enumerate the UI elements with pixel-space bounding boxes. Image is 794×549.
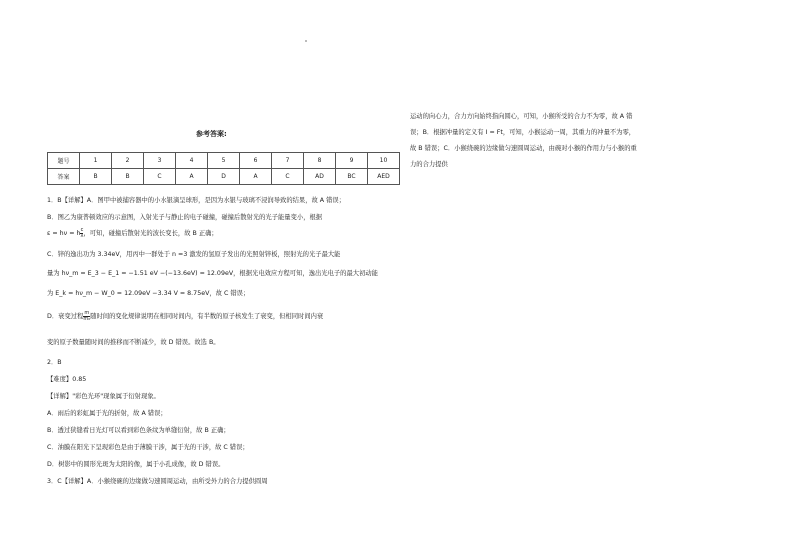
table-cell: A xyxy=(240,169,272,185)
table-cell: 10 xyxy=(368,153,400,169)
formula-text: ，可知，碰撞后散射光的波长变长，故 B 正确； xyxy=(83,230,218,237)
q1-formula-line xyxy=(47,310,323,324)
q2-line: C．油膜在阳光下呈现彩色是由于薄膜干涉，属于光的干涉，故 C 错误； xyxy=(47,444,249,451)
table-header-cell: 答案 xyxy=(48,169,80,185)
page-mark xyxy=(305,40,307,42)
table-cell: AD xyxy=(304,169,336,185)
table-cell: D xyxy=(208,169,240,185)
formula-text: D．衰变过程 xyxy=(47,313,84,320)
q2-line: D．树影中的圆形光斑为太阳的像，属于小孔成像，故 D 错误。 xyxy=(47,461,225,468)
q2-line: 【详解】"彩色光环"现象属于衍射现象。 xyxy=(47,393,160,400)
fraction-numerator: c xyxy=(80,226,84,233)
table-cell: 9 xyxy=(336,153,368,169)
table-cell: B xyxy=(112,169,144,185)
table-cell: 6 xyxy=(240,153,272,169)
q3-line: 3．C【详解】A．小猴绕碗的边缘做匀速圆周运动，由所受外力的合力提供圆周 xyxy=(47,478,268,485)
table-cell: 4 xyxy=(176,153,208,169)
formula-text: ε = hν = h xyxy=(47,230,81,237)
right-col-line: 故 B 错误；C．小猴绕碗的边缘做匀速圆周运动，由碗对小猴的作用力与小猴的重 xyxy=(410,145,637,152)
q1-line: 量为 hν_m = E_3 − E_1 = −1.51 eV −(−13.6eV) = 12.09eV，根据光电效应方程可知，逸出光电子的最大初动能 xyxy=(47,270,378,277)
table-cell: 3 xyxy=(144,153,176,169)
table-cell: 2 xyxy=(112,153,144,169)
q1-line: B．图乙为康普顿效应的示意图，入射光子与静止的电子碰撞，碰撞后散射光的光子能量变小，根据 xyxy=(47,214,323,221)
table-row xyxy=(48,153,400,169)
table-cell: 5 xyxy=(208,153,240,169)
q1-line: C．锌的逸出功为 3.34eV，用丙中一群处于 n =3 激发的氢原子发出的光照射锌板，照射光的光子最大能 xyxy=(47,251,341,258)
table-cell: BC xyxy=(336,169,368,185)
fraction-numerator: m xyxy=(84,309,90,316)
right-col-line: 运动的向心力，合力方向始终指向圆心，可知，小猴所受的合力不为零，故 A 错 xyxy=(410,113,633,120)
formula-text: 随时间的变化规律说明在相同时间内，有半数的原子核发生了衰变，但相同时间内衰 xyxy=(90,313,324,320)
table-cell: AED xyxy=(368,169,400,185)
right-col-line: 误；B．根据冲量的定义有 I = Ft，可知，小猴运动一周，其重力的冲量不为零， xyxy=(410,129,636,136)
table-cell: A xyxy=(176,169,208,185)
fraction-denominator: λ xyxy=(80,232,84,239)
table-row xyxy=(48,169,400,185)
table-cell: B xyxy=(80,169,112,185)
q1-line: 变的原子数量随时间的推移而不断减少，故 D 错误。故选 B。 xyxy=(47,339,220,346)
q2-line: 【难度】0.85 xyxy=(47,376,87,383)
table-cell: 8 xyxy=(304,153,336,169)
table-cell: 1 xyxy=(80,153,112,169)
table-cell: C xyxy=(144,169,176,185)
table-cell: 7 xyxy=(272,153,304,169)
page-title: 参考答案: xyxy=(196,130,227,138)
q2-line: 2．B xyxy=(47,359,62,366)
fraction-denominator: m₀ xyxy=(83,315,91,322)
table-header-cell: 题号 xyxy=(48,153,80,169)
answer-table xyxy=(47,152,400,185)
q1-formula-line xyxy=(47,227,218,241)
q1-line: 为 E_k = hν_m − W_0 = 12.09eV −3.34 V = 8.75eV，故 C 错误； xyxy=(47,290,250,297)
right-col-line: 力的合力提供 xyxy=(410,161,448,168)
q2-line: B．透过狭缝看日光灯可以看到彩色条纹为单缝衍射，故 B 正确； xyxy=(47,427,230,434)
table-cell: C xyxy=(272,169,304,185)
q1-line: 1．B【详解】A．图甲中被捕容器中的小水银滴呈球形，是因为水银与玻璃不浸润导致的结果，故 A 错误； xyxy=(47,197,346,204)
q2-line: A．雨后的彩虹属于光的折射，故 A 错误； xyxy=(47,410,167,417)
